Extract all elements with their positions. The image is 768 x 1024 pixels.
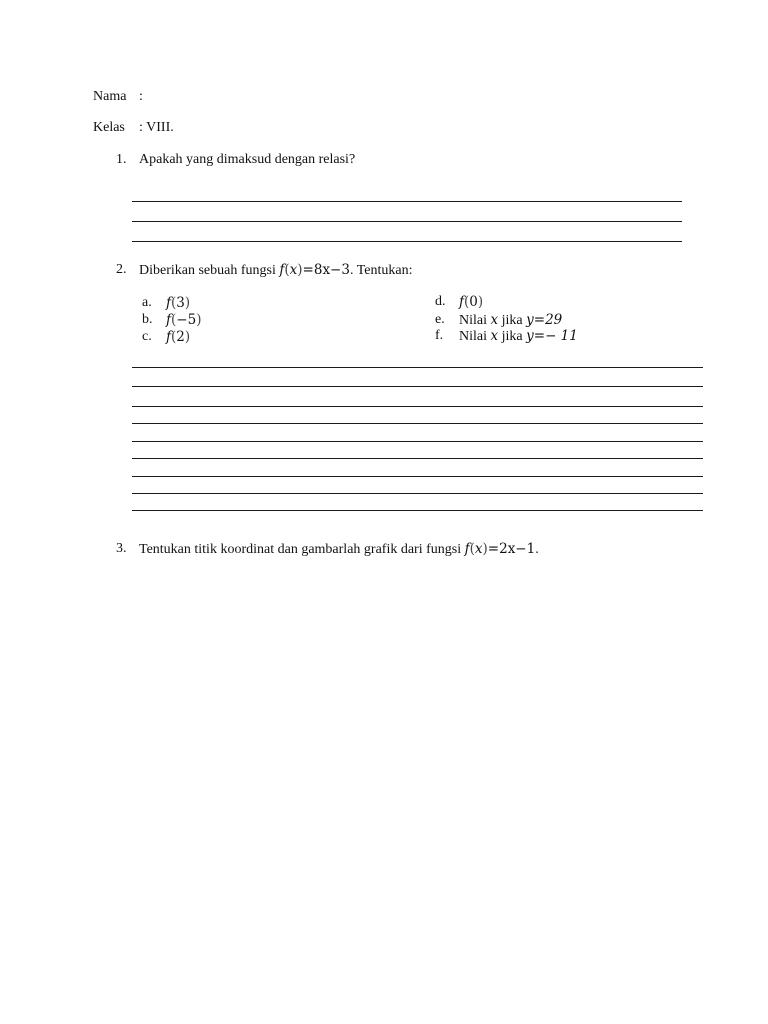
question-2-text-before: Diberikan sebuah fungsi — [139, 263, 276, 278]
answer-line — [132, 201, 682, 202]
item-a-letter: a. — [142, 295, 152, 310]
answer-line — [132, 406, 703, 407]
answer-line — [132, 423, 703, 424]
item-b-letter: b. — [142, 312, 153, 327]
item-c-letter: c. — [142, 329, 152, 344]
name-label: Nama — [93, 89, 127, 104]
class-value: : VIII. — [139, 120, 174, 135]
question-3-text-before: Tentukan titik koordinat dan gambarlah grafik dari fungsi — [139, 542, 462, 557]
class-label: Kelas — [93, 120, 125, 135]
question-2-number: 2. — [116, 262, 127, 277]
question-2-function: f(x)=8x−3 — [279, 262, 350, 278]
item-f-letter: f. — [435, 328, 444, 343]
item-e-letter: e. — [435, 312, 445, 327]
item-a-expression: f(3) — [166, 295, 191, 311]
answer-line — [132, 367, 703, 368]
answer-line — [132, 493, 703, 494]
question-1-number: 1. — [116, 152, 127, 167]
question-3-text — [139, 541, 539, 558]
answer-line — [132, 441, 703, 442]
question-1-text: Apakah yang dimaksud dengan relasi? — [139, 152, 356, 167]
question-3-number: 3. — [116, 541, 127, 556]
answer-line — [132, 221, 682, 222]
item-d-letter: d. — [435, 294, 446, 309]
answer-line — [132, 476, 703, 477]
answer-line — [132, 241, 682, 242]
item-d-expression: f(0) — [459, 294, 484, 310]
item-c-expression: f(2) — [166, 329, 191, 345]
answer-line — [132, 510, 703, 511]
question-2-text — [139, 262, 413, 279]
item-f-text: Nilai x jika y=− 11 — [459, 328, 578, 344]
item-e-text: Nilai x jika y=29 — [459, 312, 563, 328]
answer-line — [132, 386, 703, 387]
item-b-expression: f(−5) — [166, 312, 202, 328]
answer-line — [132, 458, 703, 459]
question-2-text-after: . Tentukan: — [349, 263, 413, 278]
name-colon: : — [139, 89, 143, 104]
question-3-function: f(x)=2x−1 — [464, 541, 536, 557]
question-3-text-after: . — [535, 542, 539, 557]
